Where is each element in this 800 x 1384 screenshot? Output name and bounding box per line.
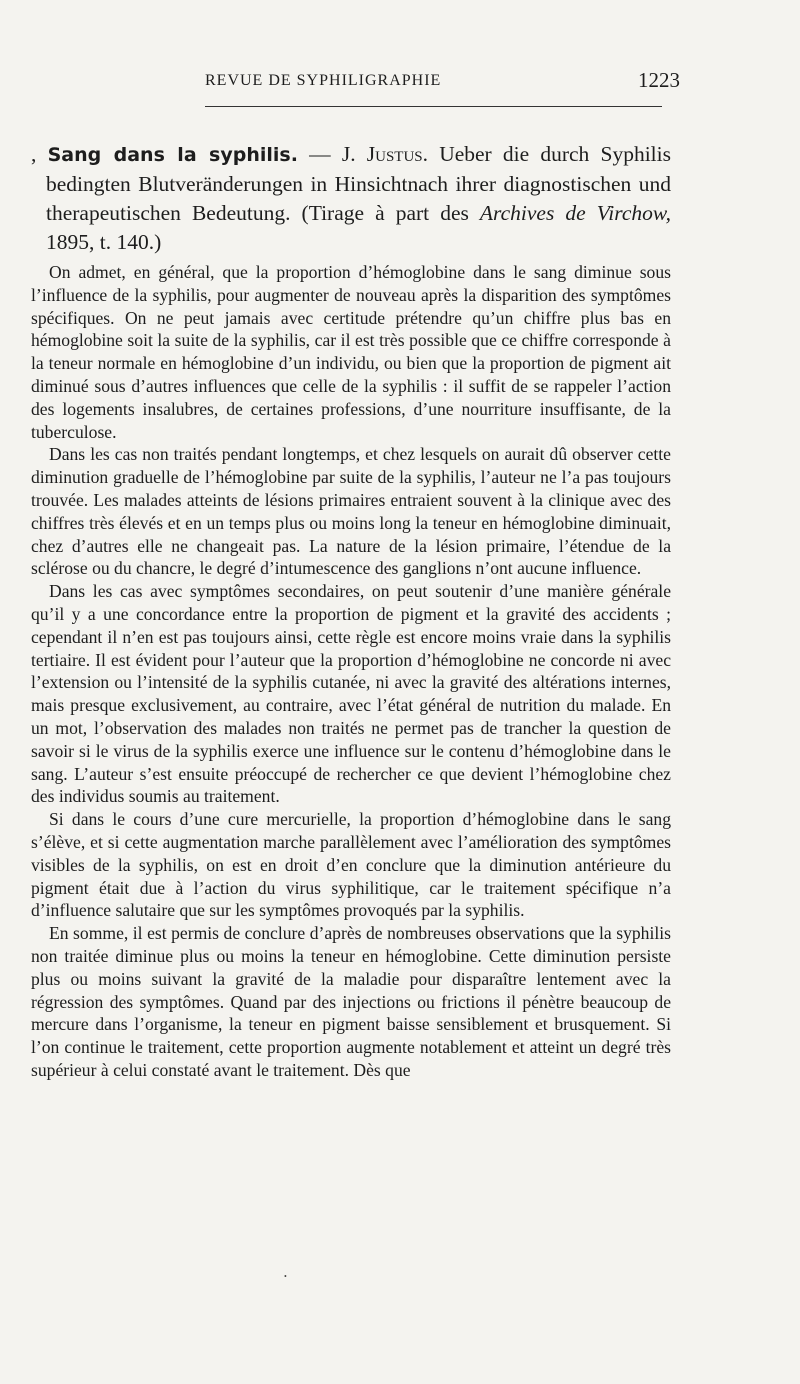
paragraph: On admet, en général, que la proportion d’hémoglobine dans le sang diminue sous l’influence de la syphilis, pour augmenter de nouveau après la disparition des symptômes spécifiques. On ne peut jamais avec certitude prétendre qu’un chiffre plus bas en hémoglobine soit la suite de la syphilis, car il est très possible que ce chiffre corresponde à la teneur normale en hémoglobine d’un individu, ou bien que la proportion de pigment ait diminué sous d’autres influences que celle de la syphilis : il suffit de se rappeler l’action des logements insalubres, de certaines professions, d’une nourriture insuffisante, de la tuberculose. [31,262,671,442]
page-number: 1223 [638,68,680,92]
paragraph: En somme, il est permis de conclure d’après de nombreuses observations que la syphilis non traitée diminue plus ou moins la teneur en hémoglobine. Cette diminution persiste plus ou moins suivant la gravité de la maladie pour disparaître lentement avec la régression des symptômes. Quand par des injections ou frictions il pénètre beaucoup de mercure dans l’organisme, la teneur en pigment baisse sensiblement et brusquement. Si l’on continue le traitement, cette proportion augmente notablement et atteint un degré très supérieur à celui constaté avant le traitement. Dès que [31,923,671,1080]
running-title: REVUE DE SYPHILIGRAPHIE [205,72,442,89]
header-rule [205,106,662,107]
entry-heading [31,140,671,257]
entry-dash: — [297,142,342,166]
entry-title: Sang dans la syphilis. [47,144,298,166]
leading-mark: , [31,142,37,166]
paragraph: Dans les cas non traités pendant longtemps, et chez lesquels on aurait dû observer cette diminution graduelle de l’hémoglobine par suite de la syphilis, l’auteur ne l’a pas toujours trouvée. Les malades atteints de lésions primaires entraient souvent à la clinique avec des chiffres très élevés et en un temps plus ou moins long la teneur en hémoglobine diminuait, chez d’autres elle ne changeait pas. La nature de la lésion primaire, l’étendue de la sclérose ou du chancre, le degré d’intumescence des ganglions n’ont aucune influence. [31,444,671,579]
entry-citation-end: 1895, t. 140.) [46,230,162,254]
paragraph: Si dans le cours d’une cure mercurielle, la proportion d’hémoglobine dans le sang s’élève, et si cette augmentation marche parallèlement avec l’amélioration des symptômes visibles de la syphilis, on est en droit d’en conclure que la diminution antérieure du pigment était due à l’action du virus syphilitique, car le traitement spécifique n’a d’influence salutaire que sur les symptômes provoqués par la syphilis. [31,809,671,921]
entry-citation: Ueber die durch Syphilis bedingten Blutveränderungen in Hinsichtnach ihrer diagnostischen und therapeutischen Bedeutung. (Tirage à part des [46,142,671,225]
footer-mark: • [284,1272,287,1281]
article-body [31,140,671,1082]
entry-author: J. Justus. [341,142,429,166]
entry-journal: Archives de Virchow, [479,201,671,225]
paragraph: Dans les cas avec symptômes secondaires, on peut soutenir d’une manière générale qu’il y a une concordance entre la proportion de pigment et la gravité des accidents ; cependant il n’en est pas toujours ainsi, cette règle est encore moins vraie dans la syphilis tertiaire. Il est évident pour l’auteur que la proportion d’hémoglobine ne concorde ni avec l’extension ou l’intensité de la syphilis cutanée, ni avec la gravité des altérations internes, mais presque exclusivement, au contraire, avec l’état général de nutrition du malade. En un mot, l’observation des malades non traités ne permet pas de trancher la question de savoir si le virus de la syphilis exerce une influence sur le contenu d’hémoglobine dans le sang. L’auteur s’est ensuite préoccupé de rechercher ce que devient l’hémoglobine chez des individus soumis au traitement. [31,581,671,807]
